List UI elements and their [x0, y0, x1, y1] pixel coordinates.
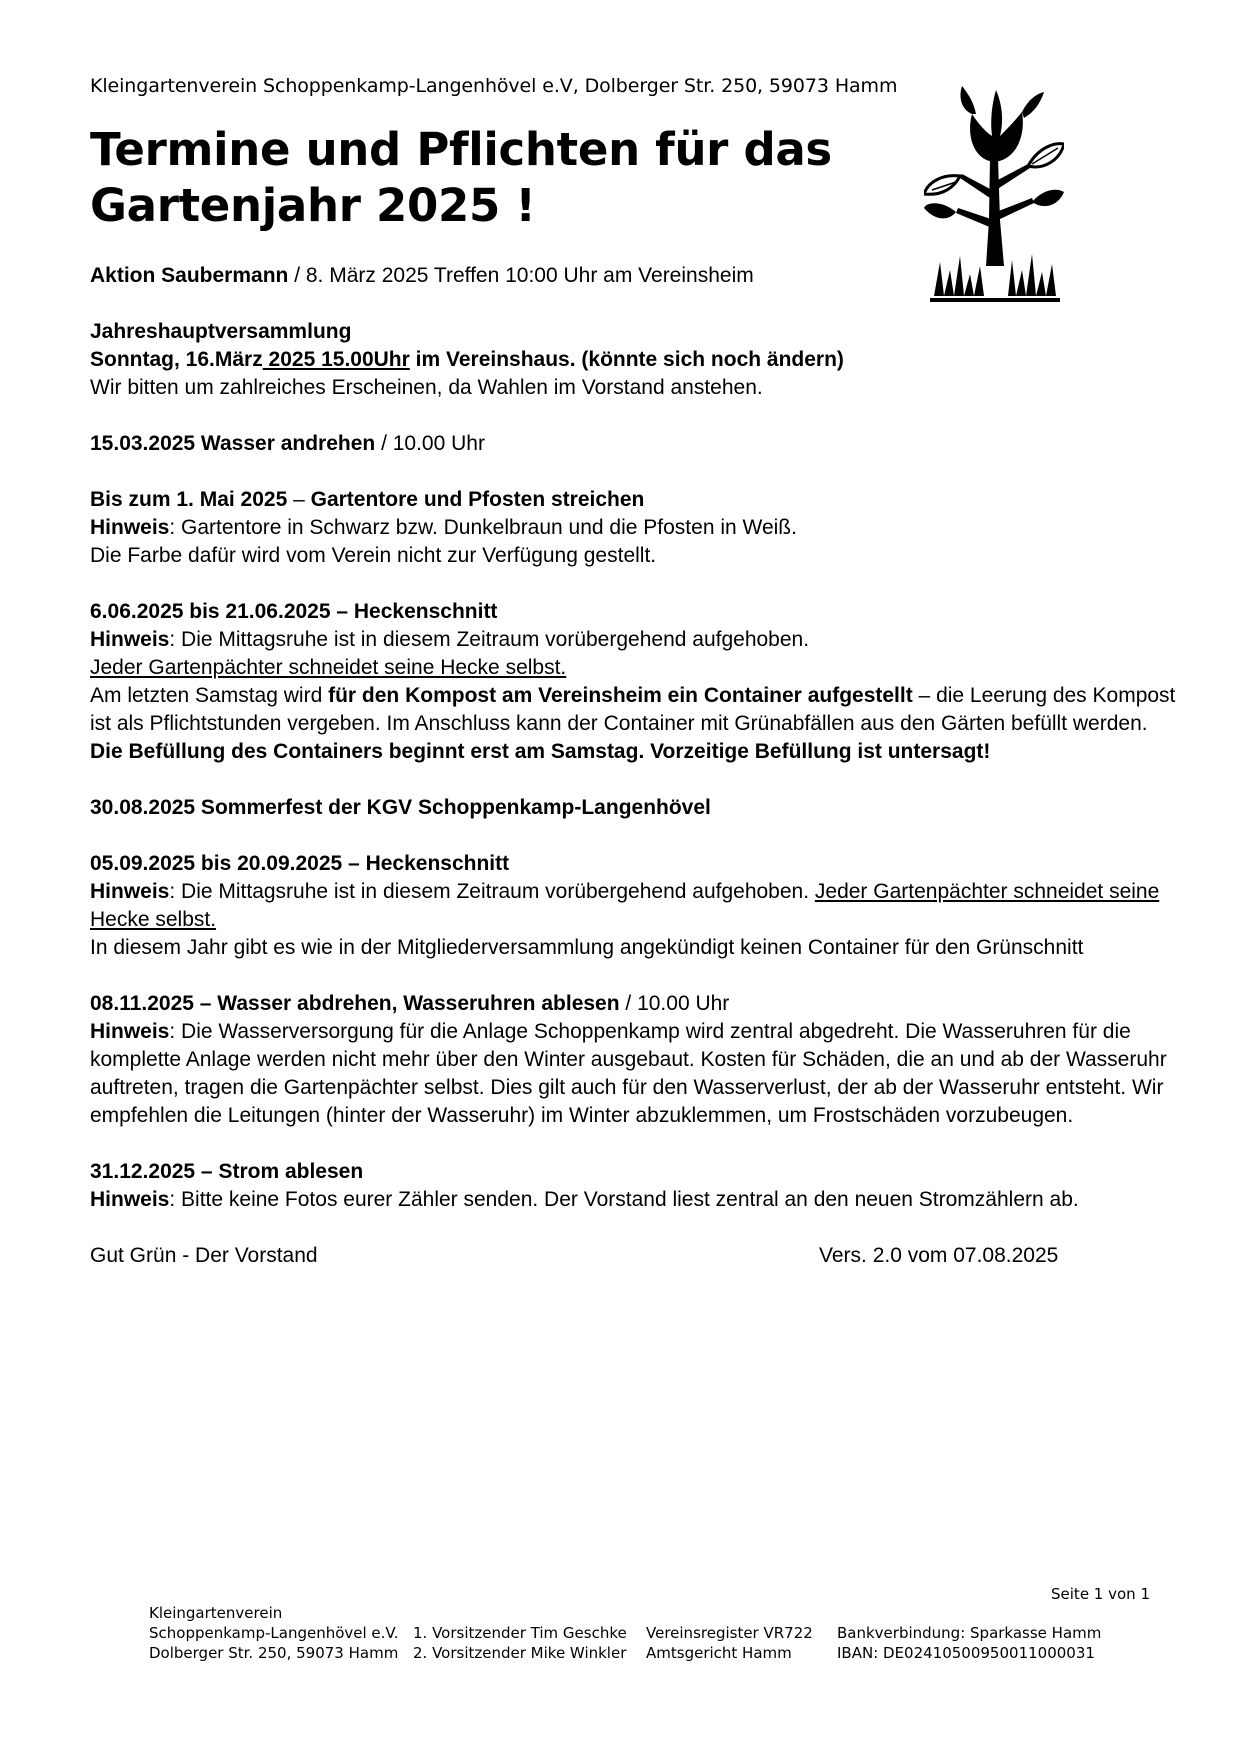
- organization-address: Kleingartenverein Schoppenkamp-Langenhövel e.V, Dolberger Str. 250, 59073 Hamm: [90, 75, 898, 97]
- footer-address: Kleingartenverein Schoppenkamp-Langenhövel e.V. Dolberger Str. 250, 59073 Hamm: [149, 1604, 399, 1662]
- hint-text: : Gartentore in Schwarz bzw. Dunkelbraun und die Pfosten in Weiß.: [169, 516, 797, 539]
- hecke1-underlined-note: Jeder Gartenpächter schneidet seine Hecke selbst.: [90, 656, 567, 679]
- tore-deadline: Bis zum 1. Mai 2025: [90, 488, 288, 511]
- hecke2-section: [90, 850, 1200, 962]
- hecke2-heading: 05.09.2025 bis 20.09.2025 – Heckenschnitt: [90, 852, 510, 875]
- wasser-an-time: / 10.00 Uhr: [375, 432, 485, 455]
- container-note: für den Kompost am Vereinsheim ein Container aufgestellt: [328, 684, 913, 707]
- signoff-signature: Gut Grün - Der Vorstand: [90, 1244, 318, 1267]
- hecke2-note: In diesem Jahr gibt es wie in der Mitgliederversammlung angekündigt keinen Container für den Grünschnitt: [90, 936, 1084, 959]
- hint-label: Hinweis: [90, 1188, 170, 1211]
- jhv-heading: Jahreshauptversammlung: [90, 320, 352, 343]
- title-line-2: Gartenjahr 2025 !: [90, 179, 536, 232]
- hecke1-heading: 6.06.2025 bis 21.06.2025 – Heckenschnitt: [90, 600, 498, 623]
- content: [90, 262, 1200, 1270]
- signoff: [90, 1242, 1200, 1270]
- tore-note: Die Farbe dafür wird vom Verein nicht zur Verfügung gestellt.: [90, 544, 657, 567]
- jhv-date-time: 2025 15.00Uhr: [262, 348, 410, 371]
- container-warning: Die Befüllung des Containers beginnt erst am Samstag. Vorzeitige Befüllung ist untersagt!: [90, 740, 991, 763]
- wasser-ab-time: / 10.00 Uhr: [619, 992, 730, 1015]
- footer-board: 1. Vorsitzender Tim Geschke 2. Vorsitzender Mike Winkler: [413, 1624, 627, 1662]
- wasser-ab-title: 08.11.2025 – Wasser abdrehen, Wasseruhren ablesen: [90, 992, 620, 1015]
- strom-section: [90, 1158, 1200, 1214]
- strom-heading: 31.12.2025 – Strom ablesen: [90, 1160, 364, 1183]
- jhv-note: Wir bitten um zahlreiches Erscheinen, da Wahlen im Vorstand anstehen.: [90, 376, 763, 399]
- footer-register: Vereinsregister VR722 Amtsgericht Hamm: [646, 1624, 813, 1662]
- sommerfest-title: 30.08.2025 Sommerfest der KGV Schoppenkamp-Langenhövel: [90, 796, 711, 819]
- wasser-an-section: [90, 430, 1200, 458]
- jhv-date: Sonntag, 16.März 2025 15.00Uhr im Vereinshaus. (könnte sich noch ändern): [90, 348, 844, 371]
- saubermann-details: / 8. März 2025 Treffen 10:00 Uhr am Vereinsheim: [288, 264, 754, 287]
- jhv-section: [90, 318, 1200, 402]
- hint-label: Hinweis: [90, 628, 170, 651]
- hint-text: : Die Wasserversorgung für die Anlage Schoppenkamp wird zentral abgedreht. Die Wasseruhren für die komplette Anlage werden nicht mehr über den Winter ausgebaut. Kosten für Schäden, die an und ab der Wasseruhr auftreten, tragen die Gartenpächter selbst. Dies gilt auch für den Wasserverlust, der ab der Wasseruhr entsteht. Wir empfehlen die Leitungen (hinter der Wasseruhr) im Winter abzuklemmen, um Frostschäden vorzubeugen.: [90, 1020, 1167, 1127]
- wasser-an-title: 15.03.2025 Wasser andrehen: [90, 432, 376, 455]
- tore-heading: Gartentore und Pfosten streichen: [310, 488, 645, 511]
- hint-text: : Bitte keine Fotos eurer Zähler senden. Der Vorstand liest zentral an den neuen Stromzählern ab.: [169, 1188, 1079, 1211]
- hint-label: Hinweis: [90, 516, 170, 539]
- page-number: Seite 1 von 1: [1051, 1585, 1150, 1603]
- hint-label: Hinweis: [90, 1020, 170, 1043]
- hint-text: : Die Mittagsruhe ist in diesem Zeitraum vorübergehend aufgehoben.: [169, 628, 810, 651]
- title-line-1: Termine und Pflichten für das: [90, 123, 832, 176]
- hint-text: : Die Mittagsruhe ist in diesem Zeitraum vorübergehend aufgehoben.: [169, 880, 815, 903]
- hint-label: Hinweis: [90, 880, 170, 903]
- hecke1-section: 6.06.2025 bis 21.06.2025 – Heckenschnitt Hinweis: Die Mittagsruhe ist in diesem Zeitraum vorübergehend aufgehoben. Jeder Gartenpächter schneidet seine Hecke selbst. Am letzten Samstag wird für den Kompost am Vereinsheim ein Container aufgestellt – die Leerung des Kompost ist als Pflichtstunden vergeben. Im Anschluss kann der Container mit Grünabfällen aus den Gärten befüllt werden. Die Befüllung des Containers beginnt erst am Samstag. Vorzeitige Befüllung ist untersagt!: [90, 600, 1176, 763]
- footer-bank: Bankverbindung: Sparkasse Hamm IBAN: DE02410500950011000031: [837, 1624, 1102, 1662]
- tore-section: Bis zum 1. Mai 2025 – Gartentore und Pfosten streichen Hinweis: Gartentore in Schwarz bzw. Dunkelbraun und die Pfosten in Weiß. Die Farbe dafür wird vom Verein nicht zur Verfügung gestellt.: [90, 488, 797, 567]
- saubermann-section: [90, 262, 1200, 290]
- version-note: Vers. 2.0 vom 07.08.2025: [819, 1244, 1059, 1267]
- sommerfest-section: [90, 794, 1200, 822]
- wasser-ab-section: [90, 990, 1200, 1130]
- saubermann-title: Aktion Saubermann: [90, 264, 289, 287]
- page-title: [90, 122, 832, 234]
- hecke2-underlined-note: Jeder Gartenpächter schneidet seine Hecke selbst.: [90, 880, 1160, 931]
